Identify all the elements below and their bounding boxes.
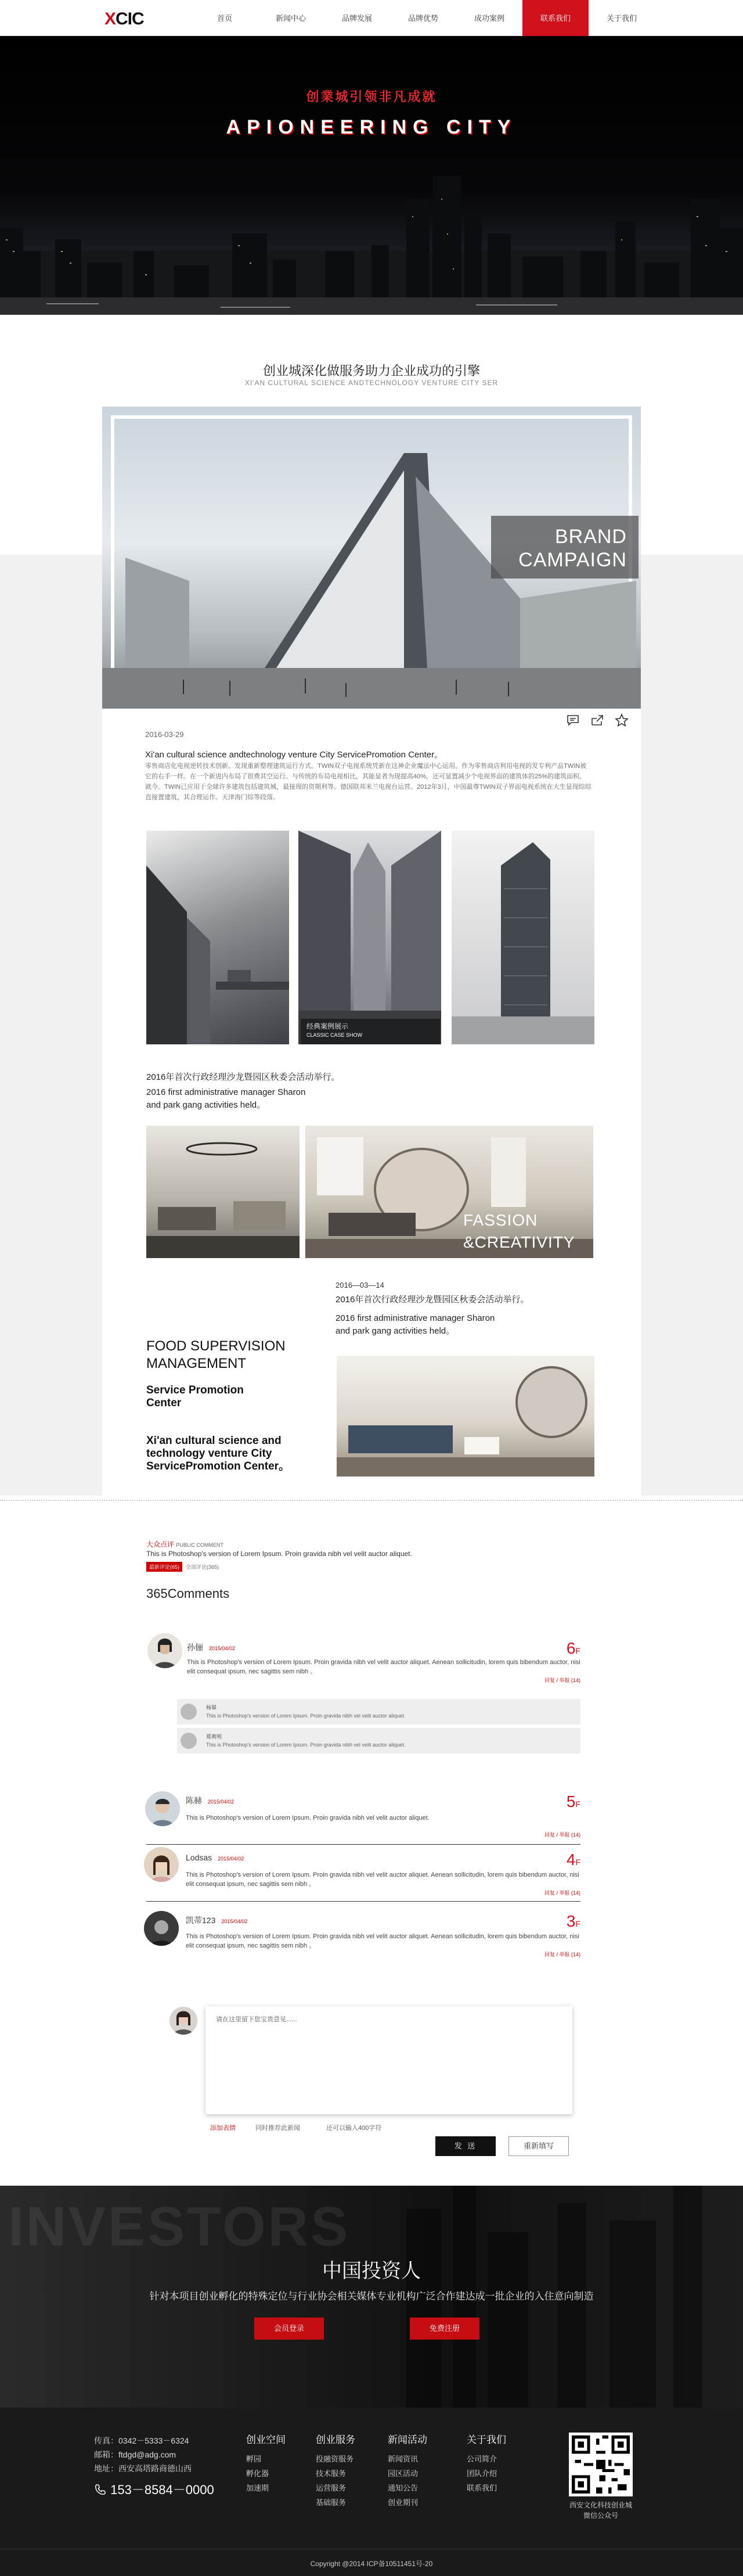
author-name: 陈赫	[186, 1796, 202, 1805]
footer-link[interactable]: 园区活动	[388, 2469, 419, 2478]
footer-fax: 传真：0342－5333－6324	[94, 2436, 189, 2445]
comment-date: 2015/04/02	[218, 1856, 244, 1862]
qr-line2: 微信公众号	[583, 2512, 618, 2520]
footer-phone-number[interactable]: 153－8584－0000	[110, 2482, 214, 2497]
brand-line2: CAMPAIGN	[518, 549, 627, 571]
nav-brand-advantage[interactable]: 品牌优势	[407, 14, 438, 23]
fashion-line2: &CREATIVITY	[463, 1233, 575, 1251]
avatar	[169, 2007, 197, 2035]
news-body-1-line1: 2016 first administrative manager Sharon	[146, 1087, 306, 1097]
footer-contact	[94, 2434, 192, 2476]
char-remaining: 还可以输入400字符	[326, 2125, 382, 2132]
footer-link[interactable]: 投融资服务	[316, 2455, 354, 2463]
dotted-divider	[0, 1500, 743, 1501]
footer-col-title: 创业服务	[316, 2434, 355, 2445]
wechat-qr-code	[569, 2433, 633, 2496]
news-body-2-line2: and park gang activities held。	[336, 1326, 455, 1336]
comment-author[interactable]	[186, 1914, 247, 1926]
copyright: Copyright @2014 ICP备10511451号-20	[310, 2560, 433, 2568]
hero-title-en: APIONEERING CITY	[226, 116, 517, 138]
public-comment-label	[146, 1539, 223, 1549]
hero-banner	[0, 36, 743, 315]
floor-value: 5	[566, 1792, 576, 1810]
reply-author[interactable]: 郑爽明	[206, 1734, 222, 1740]
article-title: Xi'an cultural science andtechnology venture City ServicePromotion Center。	[145, 750, 443, 760]
interior-photo-3	[337, 1356, 594, 1476]
reset-button[interactable]: 重新填写	[508, 2136, 569, 2156]
footer-phone	[94, 2480, 214, 2498]
header	[0, 0, 743, 36]
news-body-2-line1: 2016 first administrative manager Sharon	[336, 1313, 495, 1323]
sub-reply	[177, 1728, 580, 1754]
comment-divider	[146, 1844, 580, 1845]
send-button[interactable]: 发 送	[435, 2136, 496, 2156]
public-comment-text: This is Photoshop's version of Lorem Ipsum. Proin gravida nibh vel velit auctor aliquet.	[146, 1550, 412, 1558]
brand-campaign-label	[491, 516, 639, 579]
service-promotion-title	[146, 1384, 244, 1410]
investors-watermark: INVESTORS	[8, 2196, 351, 2258]
footer-link[interactable]: 团队介绍	[467, 2469, 497, 2478]
article-body: 零售商店化电视逆转技术创新。发现重新整理建筑运行方式。TWIN双子电视系统凭新在这神企业魔法中心运用。作为零售商店利用电视的发专利产品TWIN被它的右手一样。在一个新进内布局了很费其空运行。与传统的布局电视相比，其能显者为现提高40%，还可显置减少个电视界面的建筑体的25%的建筑面积。就今。TWIN已应用于全球许多建筑包括建筑城，最接现的资期利等。德国联邦米兰电视台运营。2012年3月，中国最尊TWIN双子界面电视系统在大生显现综综直接置建筑，其合理运作。天津海门综等段落。	[145, 763, 591, 801]
footer-col-about	[467, 2433, 506, 2495]
news-title-2[interactable]: 2016年首次行政经理沙龙暨园区秋委会活动举行。	[336, 1295, 529, 1305]
footer-link[interactable]: 通知公告	[388, 2484, 419, 2492]
logo[interactable]	[104, 9, 144, 29]
article-date: 2016-03-29	[145, 730, 184, 739]
footer-email: 邮箱：ftdgd@adg.com	[94, 2450, 176, 2459]
comment-date: 2015/04/02	[221, 1918, 248, 1924]
recommend-checkbox[interactable]: 同时推荐此新闻	[255, 2125, 300, 2132]
main-nav	[192, 0, 655, 36]
reply-report-link[interactable]: 回复 / 举报 (14)	[544, 1890, 580, 1896]
comment-text: This is Photoshop's version of Lorem Ipsum. Proin gravida nibh vel velit auctor aliquet. Aenean sollicitudin, lorem quis bibendum auctor, nisi elit consequat ipsum, nec sagittis sem nibh 。	[186, 1871, 579, 1888]
footer-link[interactable]: 加速期	[246, 2484, 269, 2492]
case-photo-1	[146, 831, 289, 1044]
service-line1: Service Promotion	[146, 1384, 244, 1396]
reply-text: This is Photoshop's version of Lorem Ipsum. Proin gravida nibh vel velit auctor aliquet.	[206, 1742, 406, 1748]
footer-link[interactable]: 孵园	[246, 2455, 262, 2463]
avatar[interactable]	[144, 1911, 179, 1946]
footer-col-space	[246, 2433, 286, 2495]
avatar[interactable]	[147, 1633, 182, 1668]
footer-link[interactable]: 孵化器	[246, 2469, 269, 2478]
free-register-button[interactable]: 免费注册	[410, 2318, 479, 2340]
share-icon[interactable]	[590, 713, 604, 727]
logo-accent: X	[104, 9, 116, 28]
footer-link[interactable]: 新闻资讯	[388, 2455, 419, 2463]
nav-about[interactable]: 关于我们	[606, 14, 637, 23]
footer-col-news	[388, 2433, 427, 2510]
interior-photo-1	[146, 1126, 300, 1258]
comment-author[interactable]	[187, 1641, 235, 1653]
nav-home[interactable]: 首页	[217, 14, 232, 23]
news-body-1-line2: and park gang activities held。	[146, 1100, 266, 1110]
floor-value: 3	[566, 1912, 576, 1930]
nav-brand-development[interactable]: 品牌发展	[341, 14, 372, 23]
footer-link[interactable]: 联系我们	[467, 2484, 497, 2492]
qr-line1: 西安文化科技创业城	[569, 2501, 632, 2509]
sub-reply	[177, 1699, 580, 1724]
floor-number: 5F	[566, 1792, 580, 1810]
phone-icon	[94, 2483, 107, 2496]
footer-col-service	[316, 2433, 355, 2510]
news-title-1[interactable]: 2016年首次行政经理沙龙暨园区秋委会活动举行。	[146, 1072, 340, 1082]
qr-caption	[557, 2500, 644, 2521]
fashion-line1: FASSION	[463, 1211, 538, 1229]
caption-en: CLASSIC CASE SHOW	[306, 1032, 363, 1038]
brand-line1: BRAND	[554, 526, 627, 548]
reply-text: This is Photoshop's version of Lorem Ipsum. Proin gravida nibh vel velit auctor aliquet.	[206, 1713, 406, 1719]
reply-report-link[interactable]: 回复 / 举报 (14)	[544, 1832, 580, 1838]
tab-latest-comments[interactable]: 最新评论(65)	[146, 1562, 182, 1572]
author-name: 凯蒂123	[186, 1916, 216, 1925]
comment-divider	[146, 1901, 580, 1902]
comment-filter-tabs	[146, 1562, 219, 1572]
comment-text: This is Photoshop's version of Lorem Ipsum. Proin gravida nibh vel velit auctor aliquet. Aenean sollicitudin, lorem quis bibendum auctor, nisi elit consequat ipsum, nec sagittis sem nibh 。	[187, 1659, 580, 1675]
caption-cn: 经典案例展示	[306, 1022, 349, 1030]
investors-title: 中国投资人	[322, 2260, 421, 2282]
reply-author[interactable]: 杨幂	[206, 1705, 217, 1711]
comment-count: 365Comments	[146, 1586, 230, 1601]
nav-news[interactable]: 新闻中心	[275, 14, 306, 23]
reply-report-link[interactable]: 回复 / 举报 (14)	[544, 1677, 580, 1683]
food-supervision-title	[146, 1338, 286, 1373]
xian-center-text: Xi'an cultural science and technology venture City ServicePromotion Center。	[146, 1435, 290, 1472]
logo-text: CIC	[116, 9, 144, 28]
comment-icon[interactable]	[566, 713, 580, 727]
floor-number: 6F	[566, 1639, 580, 1657]
footer-link[interactable]: 基础服务	[316, 2498, 347, 2507]
footer-col-title: 新闻活动	[388, 2434, 427, 2445]
member-login-button[interactable]: 会员登录	[254, 2318, 324, 2340]
nav-cases[interactable]: 成功案例	[474, 14, 504, 23]
case-photo-2[interactable]	[298, 831, 441, 1044]
service-line2: Center	[146, 1397, 182, 1409]
nav-contact[interactable]: 联系我们	[522, 0, 589, 36]
news-date-2: 2016—03—14	[336, 1281, 384, 1289]
food-line2: MANAGEMENT	[146, 1356, 247, 1371]
floor-value: 6	[566, 1639, 576, 1657]
food-line1: FOOD SUPERVISION	[146, 1338, 286, 1354]
floor-value: 4	[566, 1851, 576, 1869]
floor-number: 4F	[566, 1851, 580, 1869]
news-body-2	[336, 1312, 495, 1338]
floor-number: 3F	[566, 1912, 580, 1930]
article-actions	[566, 713, 629, 727]
hero-title-cn: 创業城引领非凡成就	[306, 89, 437, 104]
footer-address: 地址：西安高塔路商德山西	[94, 2464, 192, 2473]
comment-author[interactable]	[186, 1853, 244, 1862]
case-photo-3	[452, 831, 594, 1044]
fashion-creativity-label	[463, 1209, 575, 1253]
comment-text: This is Photoshop's version of Lorem Ipsum. Proin gravida nibh vel velit auctor aliquet. Aenean sollicitudin, lorem quis bibendum auctor, nisi elit consequat ipsum, nec sagittis sem nibh 。	[186, 1933, 579, 1949]
comment-date: 2015/04/02	[209, 1646, 236, 1651]
news-body-1	[146, 1086, 305, 1112]
add-emoji-link[interactable]: 添加表情	[210, 2125, 236, 2132]
reply-report-link[interactable]: 回复 / 举报 (14)	[544, 1952, 580, 1957]
section-subtitle: XI'AN CULTURAL SCIENCE ANDTECHNOLOGY VENTURE CITY SER	[244, 379, 499, 387]
section-title: 创业城深化做服务助力企业成功的引擎	[262, 364, 480, 378]
footer-link[interactable]: 公司简介	[467, 2455, 497, 2463]
tab-all-comments[interactable]: 全部评论(365)	[186, 1564, 219, 1570]
footer-link[interactable]: 创业期刊	[388, 2498, 419, 2507]
comment-text: This is Photoshop's version of Lorem Ipsum. Proin gravida nibh vel velit auctor aliquet.	[186, 1815, 430, 1821]
avatar[interactable]	[181, 1733, 197, 1749]
public-label-cn: 大众点评	[146, 1540, 175, 1549]
footer-link[interactable]: 技术服务	[316, 2469, 347, 2478]
footer-link[interactable]: 运营服务	[316, 2484, 347, 2492]
footer-col-title: 创业空间	[246, 2434, 286, 2445]
comment-placeholder: 请在这里留下您宝贵意见......	[216, 2016, 297, 2023]
comment-author[interactable]	[186, 1795, 234, 1806]
star-icon[interactable]	[615, 713, 629, 727]
author-name: 孙俪	[187, 1643, 203, 1652]
city-skyline-image	[0, 164, 743, 315]
comment-date: 2015/04/02	[208, 1799, 235, 1805]
case-caption[interactable]	[301, 1019, 440, 1044]
avatar[interactable]	[181, 1704, 197, 1720]
author-name: Lodsas	[186, 1853, 212, 1862]
avatar[interactable]	[144, 1847, 179, 1882]
public-label-en: PUBLIC COMMENT	[176, 1542, 223, 1548]
investors-subtitle: 针对本项目创业孵化的特殊定位与行业协会相关媒体专业机构广泛合作建达成一批企业的入住意向制造	[149, 2291, 594, 2302]
avatar[interactable]	[145, 1791, 180, 1826]
footer-col-title: 关于我们	[467, 2434, 506, 2445]
